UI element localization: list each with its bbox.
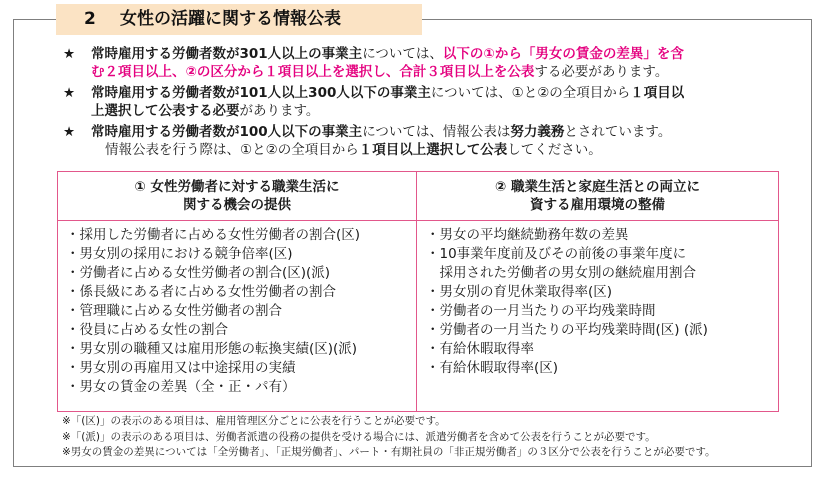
list-item: ・管理職に占める女性労働者の割合 — [66, 303, 282, 319]
list-item: ・男女の賃金の差異（全・正・パ有） — [66, 379, 296, 395]
list-item: ・労働者の一月当たりの平均残業時間(区) (派) — [426, 322, 708, 338]
star-icon: ★ — [63, 124, 76, 140]
left-header-line2: 関する機会の提供 — [183, 197, 291, 213]
requirement-notes — [63, 45, 783, 162]
note-text-cont: 情報公表を行う際は、①と②の全項目から — [105, 142, 359, 158]
note-text-cont2: してください。 — [507, 142, 602, 158]
note-101-300 — [63, 84, 783, 120]
header-divider — [58, 220, 778, 221]
list-item: ・男女の平均継続勤務年数の差異 — [426, 227, 629, 243]
list-item: ・男女別の採用における競争倍率(区) — [66, 246, 293, 262]
note-text-cont: する必要があります。 — [534, 64, 669, 80]
footnote: ※男女の賃金の差異については「全労働者」、「正規労働者」、パート・有期社員の「非正規労働者」の３区分で公表を行うことが必要です。 — [62, 446, 716, 458]
list-item: ・10事業年度前及びその前後の事業年度に — [426, 246, 687, 262]
note-text: については、情報公表は — [362, 124, 511, 140]
list-item: ・男女別の再雇用又は中途採用の実績 — [66, 360, 296, 376]
note-bold-mid: 努力義務 — [510, 124, 565, 140]
right-column-header — [417, 172, 778, 220]
note-text: については、 — [362, 46, 443, 62]
note-lead: 常時雇用する労働者数が101人以上300人以下の事業主 — [91, 85, 431, 101]
right-header-line2: 資する雇用環境の整備 — [530, 197, 665, 213]
list-item: ・労働者に占める女性労働者の割合(区)(派) — [66, 265, 331, 281]
left-header-line1: ① 女性労働者に対する職業生活に — [134, 179, 340, 195]
list-item: ・労働者の一月当たりの平均残業時間 — [426, 303, 656, 319]
list-item: 採用された労働者の男女別の継続雇用割合 — [426, 265, 696, 281]
section-title-text: 女性の活躍に関する情報公表 — [120, 9, 341, 29]
list-item: ・男女別の育児休業取得率(区) — [426, 284, 613, 300]
note-highlight-cont: む２項目以上、②の区分から１項目以上を選択し、合計３項目以上を公表 — [91, 64, 535, 80]
note-100 — [63, 123, 783, 159]
list-item: ・係長級にある者に占める女性労働者の割合 — [66, 284, 336, 300]
right-item-list — [426, 226, 776, 378]
star-icon: ★ — [63, 46, 76, 62]
note-301 — [63, 45, 783, 81]
note-bold-cont: 上選択して公表する必要 — [91, 103, 240, 119]
note-bold-tail: １項目以 — [630, 85, 685, 101]
footnote: ※「(区)」の表示のある項目は、雇用管理区分ごとに公表を行うことが必要です。 — [62, 415, 446, 427]
note-highlight: 以下の①から「男女の賃金の差異」を含 — [442, 46, 684, 62]
note-lead: 常時雇用する労働者数が301人以上の事業主 — [91, 46, 363, 62]
note-text-cont: があります。 — [239, 103, 320, 119]
note-bold-cont: １項目以上選択して公表 — [358, 142, 508, 158]
footnote: ※「(派)」の表示のある項目は、労働者派遣の役務の提供を受ける場合には、派遣労働者を含めて公表を行うことが必要です。 — [62, 430, 656, 443]
right-header-line1: ② 職業生活と家庭生活との両立に — [494, 179, 701, 195]
left-column-header — [58, 172, 416, 220]
disclosure-items-table — [57, 171, 779, 412]
list-item: ・男女別の職種又は雇用形態の転換実績(区)(派) — [66, 341, 358, 357]
list-item: ・有給休暇取得率 — [426, 341, 534, 357]
list-item: ・役員に占める女性の割合 — [66, 322, 228, 338]
left-item-list — [66, 226, 411, 397]
note-lead: 常時雇用する労働者数が100人以下の事業主 — [91, 124, 363, 140]
footnotes — [62, 414, 812, 461]
star-icon: ★ — [63, 85, 76, 101]
section-title — [56, 4, 422, 35]
note-text2: とされています。 — [564, 124, 672, 140]
section-number: 2 — [84, 9, 96, 29]
list-item: ・有給休暇取得率(区) — [426, 360, 559, 376]
note-text: については、①と②の全項目から — [430, 85, 631, 101]
list-item: ・採用した労働者に占める女性労働者の割合(区) — [66, 227, 361, 243]
